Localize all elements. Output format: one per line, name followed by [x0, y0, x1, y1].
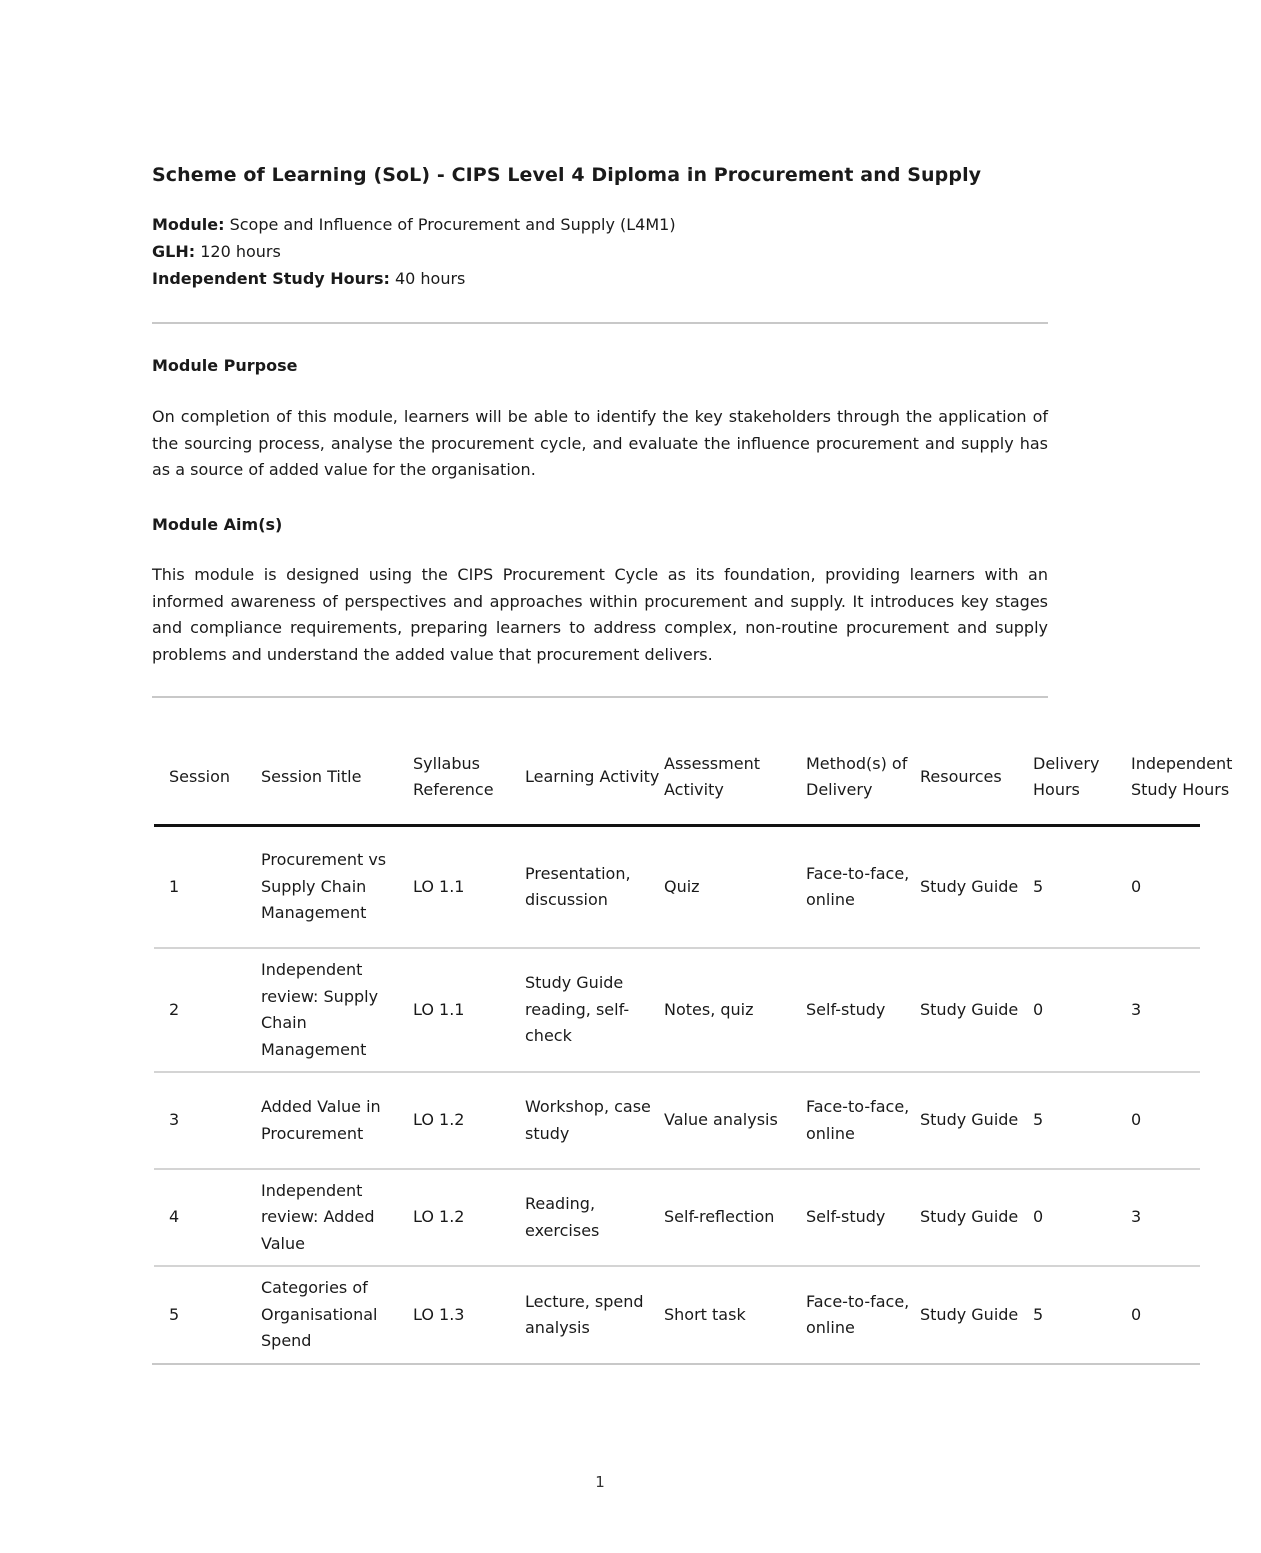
cell-method-of-delivery: Face-to-face, online [806, 1097, 910, 1143]
header-syllabus-reference: Syllabus Reference [413, 753, 494, 799]
cell-session-title: Independent review: Added Value [261, 1180, 375, 1253]
cell-assessment-activity: Self-reflection [664, 1207, 775, 1227]
cell-assessment-activity: Notes, quiz [664, 999, 754, 1019]
table-row [154, 827, 1254, 947]
cell-session-title: Added Value in Procurement [261, 1097, 381, 1143]
cell-delivery-hours: 5 [1033, 1110, 1044, 1130]
cell-session-title: Categories of Organisational Spend [261, 1278, 378, 1351]
cell-resources: Study Guide [920, 1110, 1019, 1130]
cell-learning-activity: Workshop, case study [525, 1097, 651, 1143]
cell-learning-activity: Reading, exercises [525, 1194, 600, 1240]
cell-learning-activity: Study Guide reading, self-check [525, 973, 630, 1046]
header-assessment-activity: Assessment Activity [664, 753, 760, 799]
cell-resources: Study Guide [920, 1207, 1019, 1227]
cell-assessment-activity: Value analysis [664, 1110, 778, 1130]
table-row [154, 1267, 1254, 1363]
row-divider [152, 1363, 1200, 1365]
meta-module-value: Scope and Influence of Procurement and Supply (L4M1) [224, 215, 676, 234]
cell-session: 1 [169, 876, 180, 896]
meta-module-label: Module: [152, 215, 225, 234]
cell-independent-study-hours: 3 [1131, 999, 1142, 1019]
purpose-heading: Module Purpose [152, 356, 298, 375]
cell-delivery-hours: 5 [1033, 1304, 1044, 1324]
cell-session-title: Independent review: Supply Chain Management [261, 960, 379, 1059]
document-title: Scheme of Learning (SoL) - CIPS Level 4 Diploma in Procurement and Supply [152, 164, 982, 186]
meta-glh-value: 120 hours [195, 242, 281, 261]
cell-session: 2 [169, 999, 180, 1019]
cell-syllabus-reference: LO 1.2 [413, 1207, 465, 1227]
meta-module [152, 215, 676, 234]
cell-delivery-hours: 5 [1033, 876, 1044, 896]
cell-method-of-delivery: Face-to-face, online [806, 863, 910, 909]
cell-syllabus-reference: LO 1.2 [413, 1110, 465, 1130]
header-delivery-hours: Delivery Hours [1033, 753, 1100, 799]
header-session: Session [169, 766, 231, 786]
cell-session-title: Procurement vs Supply Chain Management [261, 850, 387, 923]
header-method-of-delivery: Method(s) of Delivery [806, 753, 908, 799]
meta-independent-hours-value: 40 hours [389, 269, 466, 288]
cell-learning-activity: Lecture, spend analysis [525, 1291, 644, 1337]
header-independent-study-hours: Independent Study Hours [1131, 753, 1233, 799]
cell-resources: Study Guide [920, 876, 1019, 896]
cell-method-of-delivery: Self-study [806, 1207, 886, 1227]
table-row [154, 949, 1254, 1071]
cell-assessment-activity: Short task [664, 1304, 746, 1324]
cell-session: 3 [169, 1110, 180, 1130]
cell-independent-study-hours: 3 [1131, 1207, 1142, 1227]
cell-method-of-delivery: Face-to-face, online [806, 1291, 910, 1337]
cell-independent-study-hours: 0 [1131, 876, 1142, 896]
cell-session: 5 [169, 1304, 180, 1324]
cell-syllabus-reference: LO 1.1 [413, 876, 465, 896]
purpose-text: On completion of this module, learners will be able to identify the key stakeholders through the application of the sourcing process, analyse the procurement cycle, and evaluate the influence procurement and supply has as a source of added value for the organisation. [152, 407, 1048, 479]
table-header-row [154, 730, 1254, 824]
header-learning-activity: Learning Activity [525, 766, 660, 786]
cell-syllabus-reference: LO 1.3 [413, 1304, 465, 1324]
meta-independent-hours-label: Independent Study Hours: [152, 269, 390, 288]
divider [152, 322, 1048, 324]
cell-resources: Study Guide [920, 1304, 1019, 1324]
table-row [154, 1170, 1254, 1265]
divider [152, 696, 1048, 698]
cell-delivery-hours: 0 [1033, 1207, 1044, 1227]
header-resources: Resources [920, 766, 1002, 786]
cell-delivery-hours: 0 [1033, 999, 1044, 1019]
cell-assessment-activity: Quiz [664, 876, 700, 896]
cell-method-of-delivery: Self-study [806, 999, 886, 1019]
meta-independent-hours [152, 269, 465, 288]
cell-session: 4 [169, 1207, 180, 1227]
header-session-title: Session Title [261, 766, 362, 786]
cell-syllabus-reference: LO 1.1 [413, 999, 465, 1019]
aims-heading: Module Aim(s) [152, 515, 283, 534]
table-row [154, 1073, 1254, 1168]
meta-glh-label: GLH: [152, 242, 196, 261]
cell-resources: Study Guide [920, 999, 1019, 1019]
cell-learning-activity: Presentation, discussion [525, 863, 631, 909]
page-number: 1 [595, 1473, 605, 1491]
aims-text: This module is designed using the CIPS Procurement Cycle as its foundation, providing learners with an informed awareness of perspectives and approaches within procurement and supply. It introduces key stages and compliance requirements, preparing learners to address complex, non-routine procurement and supply problems and understand the added value that procurement delivers. [152, 565, 1048, 664]
meta-glh [152, 242, 281, 261]
cell-independent-study-hours: 0 [1131, 1304, 1142, 1324]
cell-independent-study-hours: 0 [1131, 1110, 1142, 1130]
